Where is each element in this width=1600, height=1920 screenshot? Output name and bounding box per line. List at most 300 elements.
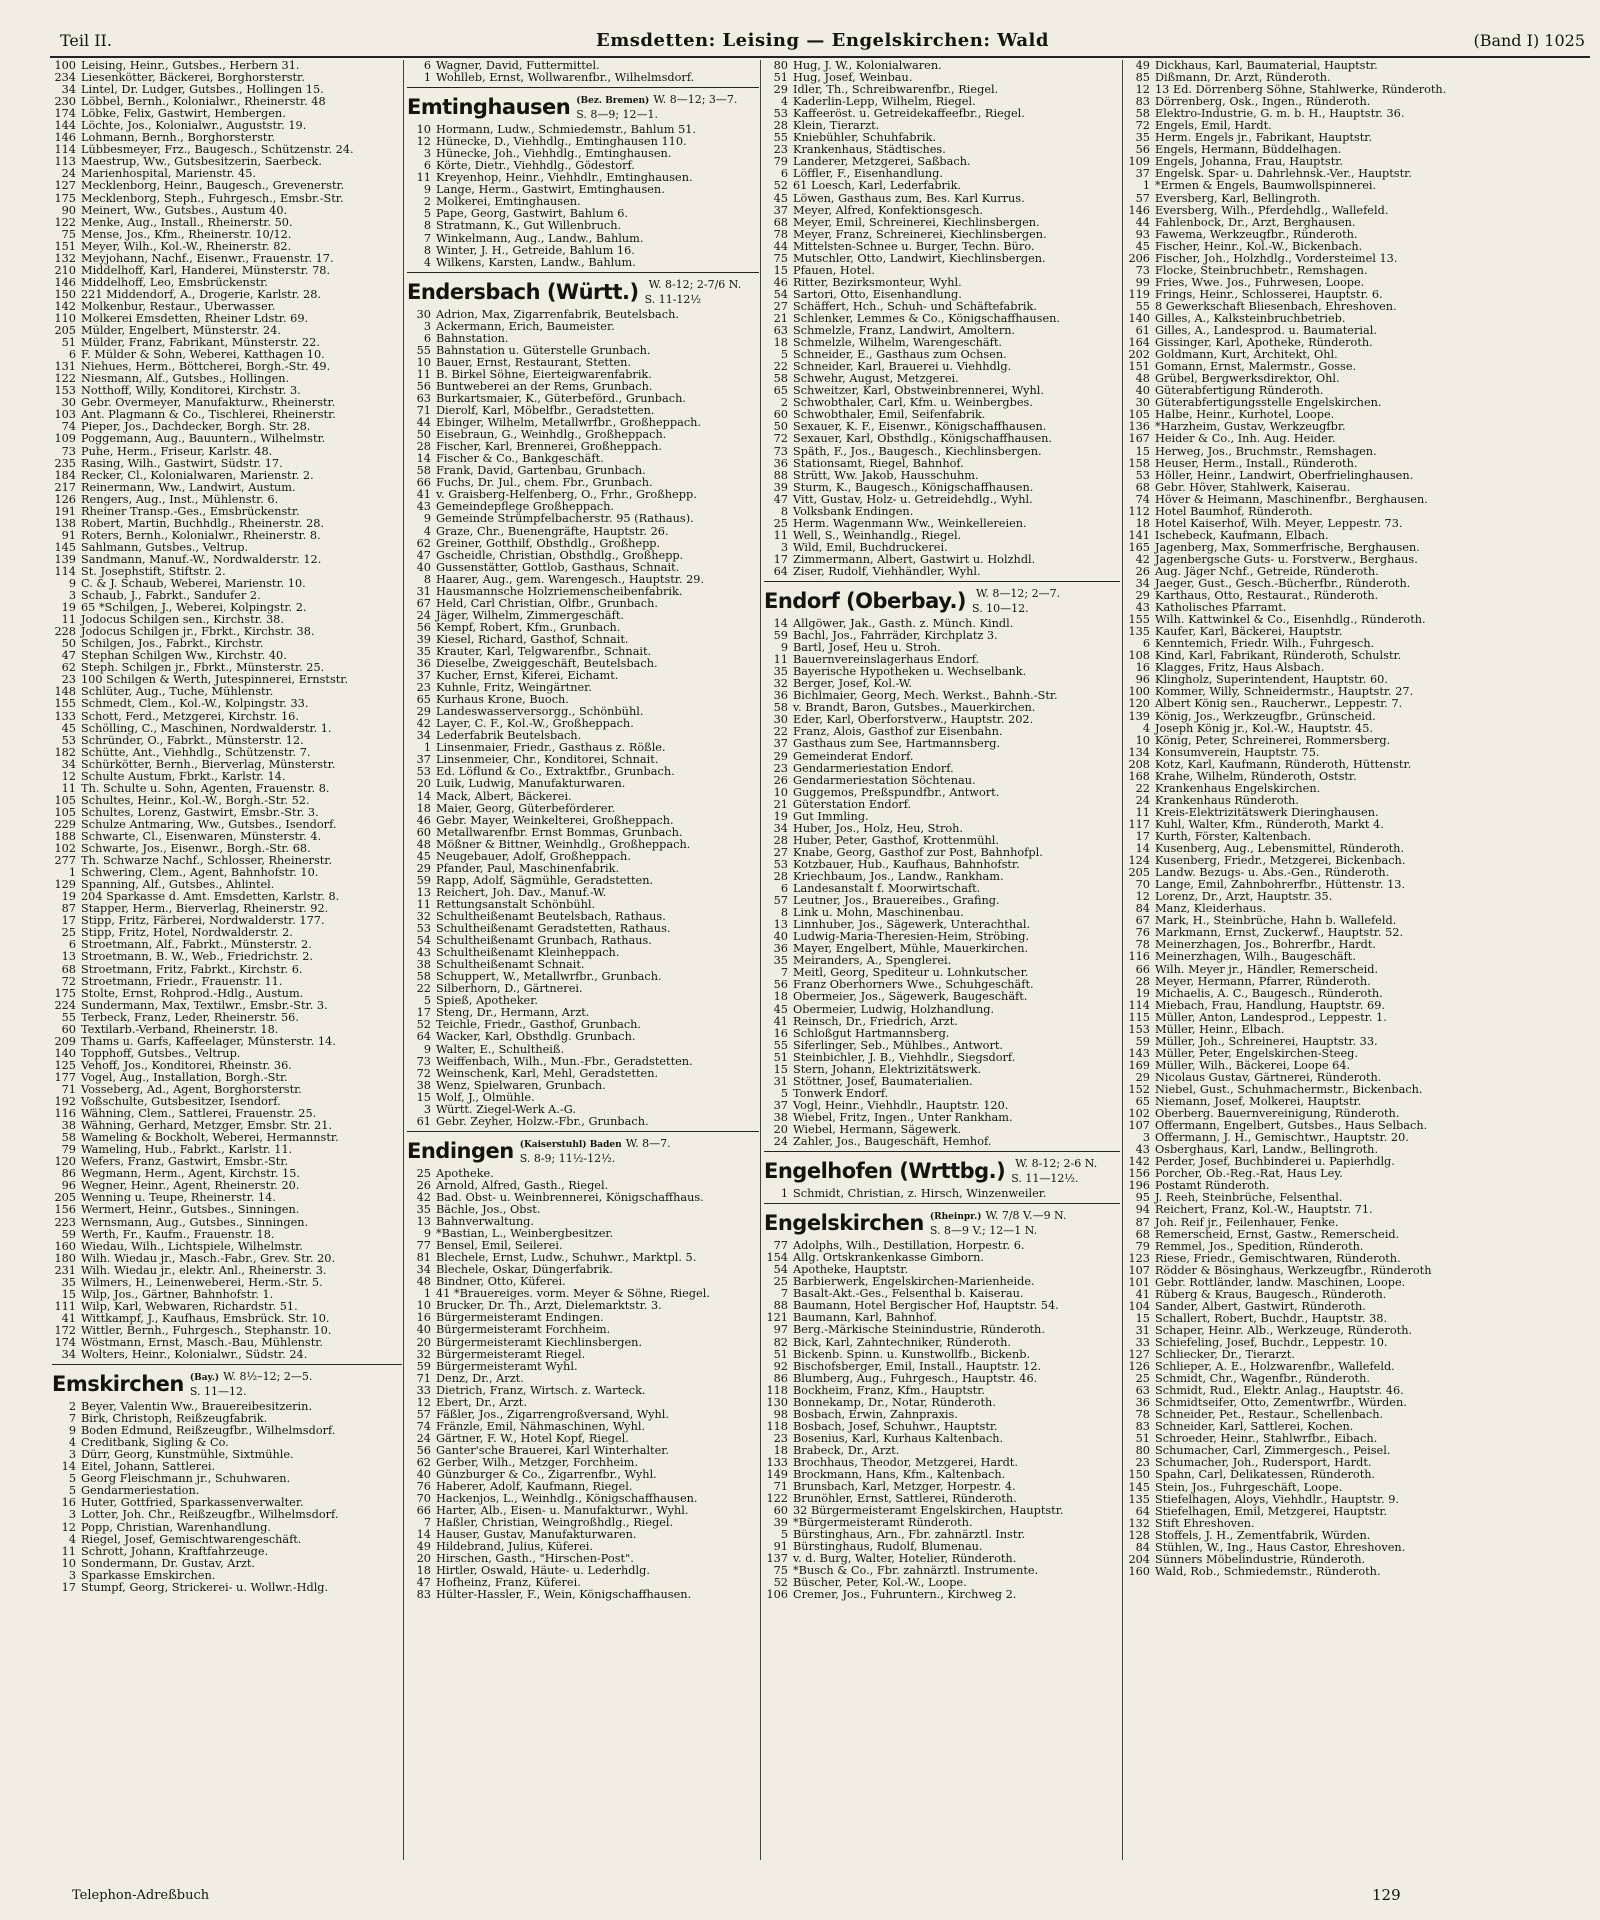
phone-number: 96 xyxy=(1135,674,1150,687)
directory-entry xyxy=(764,702,1120,714)
entry-text: Jaeger, Gust., Gesch.-Bücherfbr., Ründeroth. xyxy=(1155,578,1411,591)
directory-entry xyxy=(764,991,1120,1003)
entry-text: Reichert, Franz, Kol.-W., Hauptstr. 71. xyxy=(1155,1204,1373,1217)
phone-number: 5 xyxy=(68,1473,76,1486)
entry-text: Niebel, Gust., Schuhmachermstr., Bickenbach. xyxy=(1155,1083,1423,1096)
directory-entry xyxy=(52,1192,402,1204)
entry-text: Jodocus Schilgen jr., Fbrkt., Kirchstr. 38. xyxy=(81,626,315,639)
directory-entry xyxy=(764,518,1120,530)
directory-entry xyxy=(1126,1108,1572,1120)
entry-text: Eversberg, Wilh., Pferdehdlg., Wallefeld. xyxy=(1155,204,1389,217)
entry-text: Späth, F., Jos., Baugesch., Kiechlinsbergen. xyxy=(793,445,1042,458)
phone-number: 8 xyxy=(423,573,431,586)
entry-text: Mülder, Franz, Fabrikant, Münsterstr. 22. xyxy=(81,337,320,350)
directory-entry xyxy=(1126,951,1572,963)
directory-entry xyxy=(407,851,759,863)
directory-entry xyxy=(52,193,402,205)
directory-entry xyxy=(764,120,1120,132)
directory-entry xyxy=(1126,470,1572,482)
phone-number: 30 xyxy=(1135,397,1150,410)
entry-text: Allg. Ortskrankenkasse Gimborn. xyxy=(793,1252,984,1265)
directory-entry xyxy=(1126,1542,1572,1554)
directory-entry xyxy=(407,345,759,357)
hours-weekday: W. 8-12; 2-7/6 N. xyxy=(648,277,742,291)
phone-number: 95 xyxy=(1135,1192,1150,1205)
phone-number: 61 xyxy=(1135,325,1150,338)
entry-text: Gebr. Overmeyer, Manufakturw., Rheinerstr. xyxy=(81,397,336,410)
phone-number: 98 xyxy=(773,1408,788,1421)
entry-text: *Ermen & Engels, Baumwollspinnerei. xyxy=(1155,180,1377,193)
directory-entry xyxy=(1126,482,1572,494)
entry-text: Albert König sen., Raucherwr., Leppestr. 7. xyxy=(1155,698,1403,711)
entry-text: Sandmann, Manuf.-W., Nordwalderstr. 12. xyxy=(81,553,322,566)
directory-entry xyxy=(407,1216,759,1228)
directory-entry xyxy=(1126,361,1572,373)
phone-number: 14 xyxy=(416,790,431,803)
directory-entry xyxy=(1126,1012,1572,1024)
phone-number: 100 xyxy=(54,60,76,72)
directory-entry xyxy=(407,971,759,983)
phone-number: 33 xyxy=(1135,1336,1150,1349)
entry-text: Blechele, Oskar, Düngerfabrik. xyxy=(436,1264,613,1277)
phone-number: 84 xyxy=(1135,1541,1150,1554)
directory-entry xyxy=(764,168,1120,180)
directory-entry xyxy=(52,325,402,337)
directory-entry xyxy=(1126,1048,1572,1060)
entry-text: Kotzbauer, Hub., Kaufhaus, Bahnhofstr. xyxy=(793,858,1020,871)
directory-entry xyxy=(764,678,1120,690)
phone-number: 3 xyxy=(68,1449,76,1462)
directory-entry xyxy=(764,1553,1120,1565)
phone-number: 19 xyxy=(61,891,76,904)
entry-text: Kiesel, Richard, Gasthof, Schnait. xyxy=(436,633,629,646)
phone-number: 155 xyxy=(54,698,76,711)
directory-entry xyxy=(52,229,402,241)
directory-entry xyxy=(764,409,1120,421)
phone-number: 137 xyxy=(766,1553,788,1566)
phone-number: 58 xyxy=(61,1132,76,1145)
directory-entry xyxy=(52,409,402,421)
entry-text: Stipp, Fritz, Hotel, Nordwalderstr. 2. xyxy=(81,927,293,940)
entry-text: Cremer, Jos., Fuhruntern., Kirchweg 2. xyxy=(793,1589,1017,1602)
phone-number: 5 xyxy=(780,349,788,362)
entry-text: Wittler, Bernh., Fuhrgesch., Stephanstr. 10. xyxy=(81,1324,332,1337)
entry-text: Adolphs, Wilh., Destillation, Horpestr. 6. xyxy=(793,1240,1025,1253)
entry-text: Spieß, Apotheker. xyxy=(436,995,538,1008)
phone-number: 204 xyxy=(1128,1553,1150,1566)
entry-text: Gärtner, F. W., Hotel Kopf, Riegel. xyxy=(436,1432,629,1445)
entry-text: Mayer, Engelbert, Mühle, Mauerkirchen. xyxy=(793,943,1029,956)
directory-entry xyxy=(52,349,402,361)
phone-number: 52 xyxy=(416,1019,431,1032)
phone-number: 146 xyxy=(1128,204,1150,217)
directory-entry xyxy=(52,843,402,855)
directory-entry xyxy=(52,1277,402,1289)
phone-number: 136 xyxy=(1128,421,1150,434)
directory-entry xyxy=(52,84,402,96)
phone-number: 19 xyxy=(1135,987,1150,1000)
entry-text: Niehues, Herm., Böttcherei, Borgh.-Str. 49. xyxy=(81,361,331,374)
entry-text: Rettungsanstalt Schönbühl. xyxy=(436,898,596,911)
entry-text: Meitl, Georg, Spediteur u. Lohnkutscher. xyxy=(793,967,1029,980)
directory-entry xyxy=(407,1493,759,1505)
directory-entry xyxy=(764,1409,1120,1421)
phone-number: 3 xyxy=(68,1569,76,1582)
directory-entry xyxy=(52,470,402,482)
directory-entry xyxy=(764,811,1120,823)
phone-number: 15 xyxy=(1135,1312,1150,1325)
entry-text: Höver & Heimann, Maschinenfbr., Berghausen. xyxy=(1155,493,1428,506)
entry-text: Schmelzle, Franz, Landwirt, Amoltern. xyxy=(793,325,1016,338)
phone-number: 80 xyxy=(1135,1445,1150,1458)
entry-text: Mecklenborg, Steph., Fuhrgesch., Emsbr.-Str. xyxy=(81,192,344,205)
phone-number: 52 xyxy=(773,180,788,193)
entry-text: Hofheinz, Franz, Küferei. xyxy=(436,1577,581,1590)
phone-number: 72 xyxy=(1135,120,1150,133)
directory-entry xyxy=(52,1036,402,1048)
directory-entry xyxy=(1126,1433,1572,1445)
directory-entry xyxy=(764,277,1120,289)
phone-number: 16 xyxy=(773,1027,788,1040)
phone-number: 38 xyxy=(416,1079,431,1092)
entry-text: Engels, Hermann, Büddelhagen. xyxy=(1155,144,1342,157)
directory-entry xyxy=(407,1529,759,1541)
phone-number: 48 xyxy=(416,1276,431,1289)
directory-entry xyxy=(407,538,759,550)
entry-text: Thams u. Garfs, Kaffeelager, Münsterstr. 14. xyxy=(81,1035,336,1048)
directory-entry xyxy=(1126,325,1572,337)
phone-number: 122 xyxy=(54,216,76,229)
entry-text: Hausmannsche Holzriemenscheibenfabrik. xyxy=(436,585,683,598)
phone-number: 81 xyxy=(416,1252,431,1265)
phone-number: 73 xyxy=(416,1055,431,1068)
phone-number: 58 xyxy=(773,702,788,715)
phone-number: 75 xyxy=(773,1565,788,1578)
entry-text: Bahnstation u. Güterstelle Grunbach. xyxy=(436,344,651,357)
directory-entry xyxy=(1126,626,1572,638)
entry-text: Fawema, Werkzeugfbr., Ründeroth. xyxy=(1155,228,1358,241)
entry-text: Schneider, E., Gasthaus zum Ochsen. xyxy=(793,349,1007,362)
directory-entry xyxy=(52,1229,402,1241)
entry-text: Middelhoff, Karl, Handerei, Münsterstr. 78. xyxy=(81,264,331,277)
directory-entry xyxy=(1126,1409,1572,1421)
directory-entry xyxy=(52,313,402,325)
directory-entry xyxy=(764,738,1120,750)
entry-text: Gendarmeriestation. xyxy=(81,1485,200,1498)
phone-number: 139 xyxy=(54,553,76,566)
entry-text: Bauer, Ernst, Restaurant, Stetten. xyxy=(436,356,632,369)
directory-entry xyxy=(407,1168,759,1180)
phone-number: 231 xyxy=(54,1264,76,1277)
entry-text: Dörrenberg, Osk., Ingen., Ründeroth. xyxy=(1155,96,1371,109)
phone-number: 4 xyxy=(68,1437,76,1450)
phone-number: 34 xyxy=(61,1349,76,1362)
phone-number: 15 xyxy=(1135,445,1150,458)
directory-entry xyxy=(764,205,1120,217)
directory-entry xyxy=(764,1312,1120,1324)
phone-number: 36 xyxy=(1135,1397,1150,1410)
entry-text: Wähning, Gerhard, Metzger, Emsbr. Str. 21. xyxy=(81,1120,333,1133)
phone-number: 51 xyxy=(1135,1433,1150,1446)
entry-text: Kusenberg, Friedr., Metzgerei, Bickenbach. xyxy=(1155,855,1406,868)
phone-number: 5 xyxy=(780,1529,788,1542)
directory-entry xyxy=(407,1288,759,1300)
entry-text: Mecklenborg, Heinr., Baugesch., Grevenerstr. xyxy=(81,180,345,193)
directory-entry xyxy=(764,1264,1120,1276)
entry-text: Textilarb.-Verband, Rheinerstr. 18. xyxy=(81,1023,279,1036)
phone-number: 34 xyxy=(1135,578,1150,591)
town-name: Endersbach (Württ.) xyxy=(407,279,639,304)
phone-number: 10 xyxy=(773,786,788,799)
entry-text: Luik, Ludwig, Manufakturwaren. xyxy=(436,778,626,791)
entry-text: Weiffenbach, Wilh., Mun.-Fbr., Geradstetten. xyxy=(436,1055,693,1068)
entry-text: Schwering, Clem., Agent, Bahnhofstr. 10. xyxy=(81,867,319,880)
entry-text: Dürr, Georg, Kunstmühle, Sixtmühle. xyxy=(81,1449,294,1462)
directory-entry xyxy=(52,1558,402,1570)
phone-number: 114 xyxy=(1128,999,1150,1012)
phone-number: 56 xyxy=(416,1444,431,1457)
phone-number: 143 xyxy=(1128,1047,1150,1060)
phone-number: 39 xyxy=(416,633,431,646)
phone-number: 146 xyxy=(54,132,76,145)
entry-text: Postamt Ründeroth. xyxy=(1155,1180,1270,1193)
entry-text: Wernsmann, Aug., Gutsbes., Sinningen. xyxy=(81,1216,309,1229)
directory-entry xyxy=(764,823,1120,835)
phone-number: 133 xyxy=(54,710,76,723)
phone-number: 48 xyxy=(1135,373,1150,386)
phone-number: 156 xyxy=(1128,1168,1150,1181)
phone-number: 182 xyxy=(54,746,76,759)
directory-entry xyxy=(764,895,1120,907)
entry-text: Engelsk. Spar- u. Dahrlehnsk.-Ver., Hauptstr. xyxy=(1155,168,1412,181)
entry-text: Engels, Johanna, Frau, Hauptstr. xyxy=(1155,156,1343,169)
directory-entry xyxy=(764,217,1120,229)
phone-number: 77 xyxy=(773,1240,788,1253)
directory-entry xyxy=(52,180,402,192)
directory-entry xyxy=(1126,433,1572,445)
entry-text: Idler, Th., Schreibwarenfbr., Riegel. xyxy=(793,84,999,97)
phone-number: 107 xyxy=(1128,1120,1150,1133)
entry-text: Bad. Obst- u. Weinbrennerei, Königschaffhaus. xyxy=(436,1191,704,1204)
entry-text: Mittelsten-Schnee u. Burger, Techn. Büro. xyxy=(793,240,1035,253)
entry-text: Stroetmann, Alf., Fabrkt., Münsterstr. 2. xyxy=(81,939,312,952)
phone-number: 35 xyxy=(1135,132,1150,145)
entry-text: Herm. Engels jr., Fabrikant, Hauptstr. xyxy=(1155,132,1373,145)
directory-entry xyxy=(764,1481,1120,1493)
phone-number: 109 xyxy=(54,433,76,446)
directory-entry xyxy=(407,172,759,184)
directory-entry xyxy=(764,799,1120,811)
phone-number: 53 xyxy=(61,734,76,747)
phone-number: 116 xyxy=(1128,951,1150,964)
entry-text: Siferlinger, Seb., Mühlbes., Antwort. xyxy=(793,1039,1004,1052)
phone-number: 41 xyxy=(773,1015,788,1028)
entry-text: Krankenhaus Ründeroth. xyxy=(1155,794,1299,807)
directory-entry xyxy=(52,96,402,108)
entry-text: Perder, Josef, Buchbinderei u. Papierhdlg. xyxy=(1155,1156,1395,1169)
town-name: Engelhofen (Wrttbg.) xyxy=(764,1159,1006,1184)
phone-number: 6 xyxy=(780,883,788,896)
phone-number: 45 xyxy=(1135,240,1150,253)
phone-number: 58 xyxy=(773,373,788,386)
directory-entry xyxy=(1126,542,1572,554)
directory-entry xyxy=(1126,1337,1572,1349)
phone-number: 32 xyxy=(773,678,788,691)
entry-text: Schneider, Karl, Sattlerei, Kochen. xyxy=(1155,1421,1354,1434)
phone-number: 174 xyxy=(54,108,76,121)
directory-entry xyxy=(407,72,759,84)
entry-text: Eisebraun, G., Weinhdlg., Großheppach. xyxy=(436,429,667,442)
directory-entry xyxy=(764,763,1120,775)
phone-number: 11 xyxy=(416,898,431,911)
directory-entry xyxy=(52,1401,402,1413)
phone-number: 21 xyxy=(773,312,788,325)
phone-number: 8 xyxy=(780,907,788,920)
entry-text: Bauernvereinslagerhaus Endorf. xyxy=(793,654,980,667)
directory-entry xyxy=(764,241,1120,253)
entry-text: Wähning, Clem., Sattlerei, Frauenstr. 25. xyxy=(81,1108,317,1121)
entry-text: Osberghaus, Karl, Landw., Bellingroth. xyxy=(1155,1144,1379,1157)
directory-entry xyxy=(407,1068,759,1080)
directory-entry xyxy=(1126,795,1572,807)
entry-text: Schumacher, Joh., Rudersport, Hardt. xyxy=(1155,1457,1372,1470)
phone-number: 10 xyxy=(416,356,431,369)
directory-entry xyxy=(764,1433,1120,1445)
entry-text: Hildebrand, Julius, Küferei. xyxy=(436,1541,593,1554)
phone-number: 6 xyxy=(423,160,431,173)
entry-text: Neugebauer, Adolf, Großheppach. xyxy=(436,850,631,863)
entry-text: Mutschler, Otto, Landwirt, Kiechlinsbergen. xyxy=(793,252,1046,265)
directory-entry xyxy=(52,506,402,518)
phone-number: 1 xyxy=(780,1188,788,1201)
entry-text: Bayerische Hypotheken u. Wechselbank. xyxy=(793,666,1027,679)
entry-text: Heuser, Herm., Install., Ründeroth. xyxy=(1155,457,1358,470)
entry-text: v. Graisberg-Helfenberg, O., Frhr., Großhepp. xyxy=(436,489,697,502)
phone-number: 44 xyxy=(416,417,431,430)
entry-text: Württ. Ziegel-Werk A.-G. xyxy=(436,1103,576,1116)
directory-entry xyxy=(52,530,402,542)
entry-text: Kommer, Willy, Schneidermstr., Hauptstr. 27. xyxy=(1155,686,1414,699)
directory-entry xyxy=(1126,988,1572,1000)
directory-entry xyxy=(52,1313,402,1325)
directory-entry xyxy=(52,1168,402,1180)
directory-entry xyxy=(1126,229,1572,241)
directory-entry xyxy=(764,60,1120,72)
entry-text: Stapper, Herm., Bierverlag, Rheinerstr. 92. xyxy=(81,903,329,916)
directory-entry xyxy=(52,373,402,385)
phone-number: 149 xyxy=(766,1469,788,1482)
directory-entry xyxy=(764,1028,1120,1040)
directory-entry xyxy=(407,1056,759,1068)
directory-entry xyxy=(764,967,1120,979)
entry-text: Meinerzhagen, Wilh., Baugeschäft. xyxy=(1155,951,1356,964)
directory-entry xyxy=(1126,265,1572,277)
phone-number: 41 xyxy=(1135,1288,1150,1301)
directory-entry xyxy=(1126,132,1572,144)
town-heading xyxy=(407,87,759,124)
directory-entry xyxy=(764,494,1120,506)
phone-number: 63 xyxy=(416,392,431,405)
phone-number: 19 xyxy=(773,810,788,823)
phone-number: 53 xyxy=(773,858,788,871)
entry-text: Mark, H., Steinbrüche, Hahn b. Wallefeld. xyxy=(1155,915,1397,928)
entry-text: Kriechbaum, Jos., Landw., Rankham. xyxy=(793,871,1004,883)
phone-number: 11 xyxy=(416,172,431,185)
entry-text: Müller, Joh., Schreinerei, Hauptstr. 33. xyxy=(1155,1035,1378,1048)
entry-text: Schwobthaler, Emil, Seifenfabrik. xyxy=(793,409,986,422)
directory-entry xyxy=(1126,686,1572,698)
town-heading xyxy=(407,272,759,309)
entry-text: Vehoff, Jos., Konditorei, Rheinstr. 36. xyxy=(81,1059,292,1072)
phone-number: 94 xyxy=(1135,1204,1150,1217)
entry-text: Schwehr, August, Metzgerei. xyxy=(793,373,959,386)
directory-entry xyxy=(407,742,759,754)
entry-text: Molkerei Emsdetten, Rheiner Ldstr. 69. xyxy=(81,312,309,325)
entry-text: Wilp, Jos., Gärtner, Bahnhofstr. 1. xyxy=(81,1288,274,1301)
phone-number: 235 xyxy=(54,457,76,470)
phone-number: 18 xyxy=(416,1565,431,1578)
phone-number: 68 xyxy=(773,216,788,229)
directory-entry xyxy=(52,927,402,939)
entry-text: Th. Schulte u. Sohn, Agenten, Frauenstr. 8. xyxy=(81,782,330,795)
directory-entry xyxy=(1126,397,1572,409)
phone-number: 134 xyxy=(1128,746,1150,759)
phone-number: 72 xyxy=(773,433,788,446)
directory-entry xyxy=(407,333,759,345)
phone-number: 11 xyxy=(61,1545,76,1558)
entry-text: Hug, Josef, Weinbau. xyxy=(793,72,913,85)
phone-number: 68 xyxy=(1135,1228,1150,1241)
directory-entry xyxy=(1126,1217,1572,1229)
entry-text: Gemeinderat Endorf. xyxy=(793,750,914,763)
entry-text: Vogel, Aug., Installation, Borgh.-Str. xyxy=(81,1071,288,1084)
entry-text: Obermeier, Jos., Sägewerk, Baugeschäft. xyxy=(793,991,1028,1004)
phone-number: 49 xyxy=(416,1541,431,1554)
phone-number: 78 xyxy=(1135,1409,1150,1422)
entry-text: Schlenker, Lemmes & Co., Königschaffhausen. xyxy=(793,312,1060,325)
phone-number: 58 xyxy=(1135,108,1150,121)
entry-text: Liesenkötter, Bäckerei, Borghorsterstr. xyxy=(81,72,305,85)
phone-number: 25 xyxy=(773,1276,788,1289)
phone-number: 20 xyxy=(416,1336,431,1349)
entry-text: Schliecker, Dr., Tierarzt. xyxy=(1155,1349,1295,1362)
entry-text: Bürgermeisteramt Wyhl. xyxy=(436,1360,578,1373)
entry-text: Bichlmaier, Georg, Mech. Werkst., Bahnh.-Str. xyxy=(793,690,1058,703)
phone-number: 45 xyxy=(61,722,76,735)
directory-entry xyxy=(52,614,402,626)
entry-text: Schaper, Heinr. Alb., Werkzeuge, Ründeroth. xyxy=(1155,1324,1413,1337)
directory-entry xyxy=(52,1024,402,1036)
directory-entry xyxy=(407,875,759,887)
entry-text: Riese, Friedr., Gemischtwaren, Ründeroth. xyxy=(1155,1252,1401,1265)
entry-text: Schmelzle, Wilhelm, Warengeschäft. xyxy=(793,337,1002,350)
phone-number: 102 xyxy=(1128,1108,1150,1121)
phone-number: 142 xyxy=(1128,1156,1150,1169)
directory-entry xyxy=(407,513,759,525)
phone-number: 9 xyxy=(68,1425,76,1438)
entry-text: Aug. Jäger Nchf., Getreide, Ründeroth. xyxy=(1155,565,1379,578)
directory-entry xyxy=(52,867,402,879)
entry-text: Berger, Josef, Kol.-W. xyxy=(793,678,912,691)
phone-number: 106 xyxy=(766,1589,788,1602)
phone-number: 71 xyxy=(416,405,431,418)
directory-entry xyxy=(1126,1072,1572,1084)
directory-entry xyxy=(52,964,402,976)
phone-number: 25 xyxy=(416,1167,431,1180)
phone-number: 1 xyxy=(68,867,76,880)
entry-text: Landeswasserversorgg., Schönbühl. xyxy=(436,706,644,719)
phone-number: 74 xyxy=(416,1420,431,1433)
